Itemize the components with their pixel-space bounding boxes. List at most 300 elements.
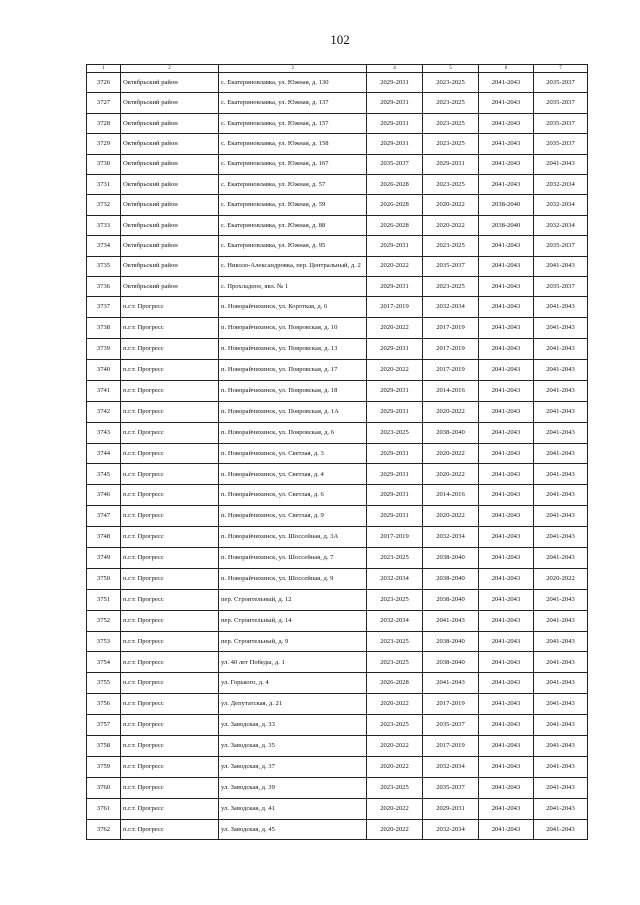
table-row <box>87 736 588 757</box>
address-cell: п. Новорайчихинск, ул. Пояровская, д. 13 <box>219 339 367 360</box>
period-cell: 2038-2040 <box>423 568 479 589</box>
period-cell: 2041-2043 <box>534 401 588 422</box>
period-cell: 2023-2025 <box>367 422 423 443</box>
period-cell: 2020-2022 <box>367 756 423 777</box>
period-cell: 2035-2037 <box>423 777 479 798</box>
row-number: 3745 <box>87 464 121 485</box>
period-cell: 2041-2043 <box>534 589 588 610</box>
table-row <box>87 547 588 568</box>
period-cell: 2041-2043 <box>534 610 588 631</box>
period-cell: 2041-2043 <box>534 547 588 568</box>
table-row <box>87 113 588 133</box>
address-cell: с. Екатериновлавка, ул. Южная, д. 57 <box>219 174 367 194</box>
period-cell: 2041-2043 <box>534 297 588 318</box>
address-cell: ул. Заводская, д. 45 <box>219 819 367 840</box>
period-cell: 2032-2034 <box>423 527 479 548</box>
table-row <box>87 443 588 464</box>
district-cell: п.г.т. Прогресс <box>121 610 219 631</box>
period-cell: 2041-2043 <box>479 694 534 715</box>
district-cell: Октябрьский район <box>121 154 219 174</box>
row-number: 3746 <box>87 485 121 506</box>
period-cell: 2041-2043 <box>479 631 534 652</box>
period-cell: 2041-2043 <box>479 715 534 736</box>
period-cell: 2029-2031 <box>367 380 423 401</box>
district-cell: Октябрьский район <box>121 73 219 93</box>
row-number: 3760 <box>87 777 121 798</box>
period-cell: 2041-2043 <box>479 673 534 694</box>
period-cell: 2041-2043 <box>479 798 534 819</box>
row-number: 3751 <box>87 589 121 610</box>
period-cell: 2017-2019 <box>423 736 479 757</box>
period-cell: 2041-2043 <box>479 297 534 318</box>
address-cell: ул. Заводская, д. 35 <box>219 736 367 757</box>
period-cell: 2041-2043 <box>534 256 588 276</box>
table-row <box>87 174 588 194</box>
table-row <box>87 568 588 589</box>
row-number: 3753 <box>87 631 121 652</box>
district-cell: п.г.т. Прогресс <box>121 631 219 652</box>
period-cell: 2038-2040 <box>423 652 479 673</box>
table-row <box>87 715 588 736</box>
table-row <box>87 652 588 673</box>
period-cell: 2032-2034 <box>367 610 423 631</box>
period-cell: 2041-2043 <box>479 401 534 422</box>
address-cell: ул. Заводская, д. 37 <box>219 756 367 777</box>
period-cell: 2041-2043 <box>423 610 479 631</box>
table-row <box>87 694 588 715</box>
column-header: 2 <box>121 65 219 73</box>
address-cell: п. Новорайчихинск, ул. Пояровская, д. 6 <box>219 422 367 443</box>
district-cell: п.г.т. Прогресс <box>121 422 219 443</box>
period-cell: 2020-2022 <box>534 568 588 589</box>
table-row <box>87 527 588 548</box>
period-cell: 2041-2043 <box>479 652 534 673</box>
row-number: 3738 <box>87 318 121 339</box>
period-cell: 2023-2025 <box>423 236 479 256</box>
table-body <box>87 73 588 840</box>
period-cell: 2020-2022 <box>367 318 423 339</box>
period-cell: 2035-2037 <box>423 715 479 736</box>
period-cell: 2041-2043 <box>534 359 588 380</box>
district-cell: п.г.т. Прогресс <box>121 756 219 777</box>
district-cell: п.г.т. Прогресс <box>121 736 219 757</box>
address-cell: с. Екатериновлавка, ул. Южная, д. 157 <box>219 113 367 133</box>
period-cell: 2041-2043 <box>534 673 588 694</box>
period-cell: 2041-2043 <box>479 359 534 380</box>
row-number: 3735 <box>87 256 121 276</box>
period-cell: 2029-2031 <box>367 485 423 506</box>
table-row <box>87 215 588 235</box>
row-number: 3729 <box>87 134 121 154</box>
housing-register-table <box>86 64 588 840</box>
period-cell: 2038-2040 <box>479 195 534 215</box>
period-cell: 2023-2025 <box>423 113 479 133</box>
period-cell: 2035-2037 <box>367 154 423 174</box>
row-number: 3733 <box>87 215 121 235</box>
district-cell: п.г.т. Прогресс <box>121 359 219 380</box>
period-cell: 2035-2037 <box>534 93 588 113</box>
address-cell: с. Екатериновлавка, ул. Южная, д. 137 <box>219 93 367 113</box>
row-number: 3739 <box>87 339 121 360</box>
address-cell: с. Екатериновлавка, ул. Южная, д. 95 <box>219 236 367 256</box>
address-cell: пер. Строительный, д. 12 <box>219 589 367 610</box>
row-number: 3748 <box>87 527 121 548</box>
district-cell: Октябрьский район <box>121 236 219 256</box>
period-cell: 2029-2031 <box>367 506 423 527</box>
row-number: 3756 <box>87 694 121 715</box>
column-header: 3 <box>219 65 367 73</box>
address-cell: ул. Заводская, д. 41 <box>219 798 367 819</box>
period-cell: 2041-2043 <box>479 93 534 113</box>
row-number: 3752 <box>87 610 121 631</box>
district-cell: п.г.т. Прогресс <box>121 297 219 318</box>
address-cell: п. Новорайчихинск, ул. Пояровская, д. 18 <box>219 380 367 401</box>
period-cell: 2017-2019 <box>423 318 479 339</box>
period-cell: 2041-2043 <box>479 527 534 548</box>
period-cell: 2035-2037 <box>534 236 588 256</box>
period-cell: 2038-2040 <box>423 589 479 610</box>
period-cell: 2041-2043 <box>479 506 534 527</box>
district-cell: п.г.т. Прогресс <box>121 673 219 694</box>
table-row <box>87 506 588 527</box>
period-cell: 2041-2043 <box>534 506 588 527</box>
period-cell: 2029-2031 <box>367 93 423 113</box>
period-cell: 2029-2031 <box>367 401 423 422</box>
table-row <box>87 276 588 296</box>
address-cell: п. Новорайчихинск, ул. Шоссейная, д. 9 <box>219 568 367 589</box>
period-cell: 2041-2043 <box>479 154 534 174</box>
period-cell: 2029-2031 <box>367 236 423 256</box>
row-number: 3743 <box>87 422 121 443</box>
district-cell: п.г.т. Прогресс <box>121 527 219 548</box>
period-cell: 2041-2043 <box>534 715 588 736</box>
address-cell: п. Новорайчихинск, ул. Шоссейная, д. 7 <box>219 547 367 568</box>
row-number: 3759 <box>87 756 121 777</box>
district-cell: Октябрьский район <box>121 93 219 113</box>
row-number: 3728 <box>87 113 121 133</box>
table-row <box>87 73 588 93</box>
district-cell: п.г.т. Прогресс <box>121 464 219 485</box>
period-cell: 2023-2025 <box>423 276 479 296</box>
row-number: 3740 <box>87 359 121 380</box>
period-cell: 2035-2037 <box>534 276 588 296</box>
row-number: 3742 <box>87 401 121 422</box>
period-cell: 2038-2040 <box>479 215 534 235</box>
period-cell: 2041-2043 <box>534 819 588 840</box>
address-cell: п. Новорайчихинск, ул. Шоссейная, д. 3А <box>219 527 367 548</box>
address-cell: с. Екатериновлавка, ул. Южная, д. 130 <box>219 73 367 93</box>
period-cell: 2041-2043 <box>423 673 479 694</box>
period-cell: 2029-2031 <box>367 73 423 93</box>
address-cell: п. Новорайчихинск, ул. Светлая, д. 9 <box>219 506 367 527</box>
period-cell: 2017-2019 <box>367 527 423 548</box>
row-number: 3758 <box>87 736 121 757</box>
period-cell: 2041-2043 <box>479 589 534 610</box>
period-cell: 2029-2031 <box>367 443 423 464</box>
address-cell: с. Екатериновлавка, ул. Южная, д. 59 <box>219 195 367 215</box>
district-cell: Октябрьский район <box>121 215 219 235</box>
row-number: 3741 <box>87 380 121 401</box>
period-cell: 2035-2037 <box>534 134 588 154</box>
district-cell: Октябрьский район <box>121 256 219 276</box>
period-cell: 2023-2025 <box>367 652 423 673</box>
address-cell: пер. Строительный, д. 14 <box>219 610 367 631</box>
period-cell: 2041-2043 <box>534 464 588 485</box>
period-cell: 2041-2043 <box>534 339 588 360</box>
period-cell: 2041-2043 <box>534 485 588 506</box>
column-header: 6 <box>479 65 534 73</box>
table-row <box>87 422 588 443</box>
period-cell: 2041-2043 <box>534 798 588 819</box>
district-cell: Октябрьский район <box>121 113 219 133</box>
district-cell: Октябрьский район <box>121 276 219 296</box>
address-cell: ул. Горького, д. 4 <box>219 673 367 694</box>
address-cell: п. Новорайчихинск, ул. Пояровская, д. 17 <box>219 359 367 380</box>
table-row <box>87 401 588 422</box>
period-cell: 2041-2043 <box>479 568 534 589</box>
period-cell: 2023-2025 <box>423 93 479 113</box>
period-cell: 2020-2022 <box>423 215 479 235</box>
period-cell: 2038-2040 <box>423 631 479 652</box>
address-cell: ул. Депутатская, д. 21 <box>219 694 367 715</box>
period-cell: 2017-2019 <box>423 359 479 380</box>
address-cell: ул. Заводская, д. 39 <box>219 777 367 798</box>
period-cell: 2032-2034 <box>534 215 588 235</box>
address-cell: с. Николо-Александровка, пер. Центральный, д. 2 <box>219 256 367 276</box>
row-number: 3749 <box>87 547 121 568</box>
period-cell: 2041-2043 <box>479 777 534 798</box>
period-cell: 2020-2022 <box>423 443 479 464</box>
table-row <box>87 134 588 154</box>
period-cell: 2020-2022 <box>423 401 479 422</box>
table-row <box>87 154 588 174</box>
period-cell: 2041-2043 <box>479 422 534 443</box>
period-cell: 2020-2022 <box>367 359 423 380</box>
table-row <box>87 819 588 840</box>
period-cell: 2038-2040 <box>423 422 479 443</box>
period-cell: 2041-2043 <box>479 610 534 631</box>
district-cell: п.г.т. Прогресс <box>121 652 219 673</box>
district-cell: п.г.т. Прогресс <box>121 819 219 840</box>
row-number: 3732 <box>87 195 121 215</box>
period-cell: 2020-2022 <box>367 256 423 276</box>
period-cell: 2041-2043 <box>479 174 534 194</box>
period-cell: 2023-2025 <box>367 589 423 610</box>
period-cell: 2029-2031 <box>423 798 479 819</box>
address-cell: с. Екатериновлавка, ул. Южная, д. 158 <box>219 134 367 154</box>
period-cell: 2041-2043 <box>479 819 534 840</box>
period-cell: 2020-2022 <box>367 736 423 757</box>
row-number: 3736 <box>87 276 121 296</box>
period-cell: 2041-2043 <box>479 464 534 485</box>
period-cell: 2041-2043 <box>534 631 588 652</box>
period-cell: 2041-2043 <box>534 443 588 464</box>
table-row <box>87 631 588 652</box>
column-header: 4 <box>367 65 423 73</box>
address-cell: с. Екатериновлавка, ул. Южная, д. 88 <box>219 215 367 235</box>
address-cell: п. Новорайчихинск, ул. Пояровская, д. 1А <box>219 401 367 422</box>
address-cell: пер. Строительный, д. 9 <box>219 631 367 652</box>
table-row <box>87 297 588 318</box>
period-cell: 2017-2019 <box>367 297 423 318</box>
district-cell: п.г.т. Прогресс <box>121 694 219 715</box>
table-row <box>87 339 588 360</box>
period-cell: 2026-2028 <box>367 174 423 194</box>
district-cell: п.г.т. Прогресс <box>121 589 219 610</box>
period-cell: 2041-2043 <box>479 339 534 360</box>
address-cell: ул. 40 лет Победы, д. 1 <box>219 652 367 673</box>
district-cell: п.г.т. Прогресс <box>121 777 219 798</box>
table-row <box>87 380 588 401</box>
district-cell: п.г.т. Прогресс <box>121 485 219 506</box>
district-cell: п.г.т. Прогресс <box>121 715 219 736</box>
period-cell: 2041-2043 <box>479 73 534 93</box>
period-cell: 2041-2043 <box>479 318 534 339</box>
period-cell: 2041-2043 <box>534 777 588 798</box>
period-cell: 2041-2043 <box>479 134 534 154</box>
period-cell: 2041-2043 <box>479 276 534 296</box>
period-cell: 2041-2043 <box>534 422 588 443</box>
address-cell: п. Новорайчихинск, ул. Светлая, д. 3 <box>219 443 367 464</box>
period-cell: 2020-2022 <box>423 195 479 215</box>
address-cell: п. Новорайчихинск, ул. Пояровская, д. 10 <box>219 318 367 339</box>
district-cell: Октябрьский район <box>121 134 219 154</box>
table-row <box>87 359 588 380</box>
table-row <box>87 236 588 256</box>
period-cell: 2023-2025 <box>367 547 423 568</box>
period-cell: 2032-2034 <box>423 819 479 840</box>
table-row <box>87 195 588 215</box>
address-cell: ул. Заводская, д. 33 <box>219 715 367 736</box>
column-header: 1 <box>87 65 121 73</box>
period-cell: 2035-2037 <box>423 256 479 276</box>
row-number: 3726 <box>87 73 121 93</box>
address-cell: п. Новорайчихинск, ул. Светлая, д. 6 <box>219 485 367 506</box>
row-number: 3755 <box>87 673 121 694</box>
district-cell: п.г.т. Прогресс <box>121 443 219 464</box>
district-cell: п.г.т. Прогресс <box>121 339 219 360</box>
period-cell: 2041-2043 <box>479 256 534 276</box>
period-cell: 2032-2034 <box>534 174 588 194</box>
period-cell: 2029-2031 <box>367 464 423 485</box>
period-cell: 2041-2043 <box>479 485 534 506</box>
period-cell: 2041-2043 <box>479 756 534 777</box>
period-cell: 2035-2037 <box>534 113 588 133</box>
period-cell: 2023-2025 <box>423 134 479 154</box>
period-cell: 2029-2031 <box>423 154 479 174</box>
period-cell: 2020-2022 <box>423 506 479 527</box>
period-cell: 2023-2025 <box>367 715 423 736</box>
district-cell: п.г.т. Прогресс <box>121 506 219 527</box>
row-number: 3761 <box>87 798 121 819</box>
period-cell: 2041-2043 <box>534 736 588 757</box>
table-row <box>87 673 588 694</box>
row-number: 3762 <box>87 819 121 840</box>
row-number: 3750 <box>87 568 121 589</box>
table-row <box>87 93 588 113</box>
period-cell: 2020-2022 <box>367 798 423 819</box>
table-row <box>87 798 588 819</box>
address-cell: п. Новорайчихинск, ул. Короткая, д. 6 <box>219 297 367 318</box>
period-cell: 2041-2043 <box>534 694 588 715</box>
district-cell: Октябрьский район <box>121 174 219 194</box>
table-row <box>87 756 588 777</box>
period-cell: 2038-2040 <box>423 547 479 568</box>
row-number: 3744 <box>87 443 121 464</box>
page-number: 102 <box>330 32 350 47</box>
table-row <box>87 610 588 631</box>
district-cell: Октябрьский район <box>121 195 219 215</box>
period-cell: 2041-2043 <box>534 527 588 548</box>
period-cell: 2032-2034 <box>423 756 479 777</box>
period-cell: 2020-2022 <box>367 694 423 715</box>
period-cell: 2041-2043 <box>534 380 588 401</box>
row-number: 3754 <box>87 652 121 673</box>
row-number: 3757 <box>87 715 121 736</box>
period-cell: 2041-2043 <box>479 113 534 133</box>
district-cell: п.г.т. Прогресс <box>121 547 219 568</box>
table-row <box>87 256 588 276</box>
column-number-row <box>87 65 588 73</box>
address-cell: п. Новорайчихинск, ул. Светлая, д. 4 <box>219 464 367 485</box>
period-cell: 2017-2019 <box>423 694 479 715</box>
period-cell: 2032-2034 <box>423 297 479 318</box>
row-number: 3730 <box>87 154 121 174</box>
table-row <box>87 485 588 506</box>
table-row <box>87 318 588 339</box>
period-cell: 2026-2028 <box>367 215 423 235</box>
period-cell: 2035-2037 <box>534 73 588 93</box>
address-cell: с. Прохладное, явл. № 1 <box>219 276 367 296</box>
district-cell: п.г.т. Прогресс <box>121 401 219 422</box>
district-cell: п.г.т. Прогресс <box>121 318 219 339</box>
row-number: 3727 <box>87 93 121 113</box>
period-cell: 2020-2022 <box>367 819 423 840</box>
column-header: 7 <box>534 65 588 73</box>
district-cell: п.г.т. Прогресс <box>121 568 219 589</box>
period-cell: 2041-2043 <box>534 652 588 673</box>
period-cell: 2041-2043 <box>479 547 534 568</box>
district-cell: п.г.т. Прогресс <box>121 798 219 819</box>
period-cell: 2023-2025 <box>367 631 423 652</box>
row-number: 3747 <box>87 506 121 527</box>
period-cell: 2041-2043 <box>479 736 534 757</box>
column-header: 5 <box>423 65 479 73</box>
table-row <box>87 777 588 798</box>
period-cell: 2023-2025 <box>367 777 423 798</box>
period-cell: 2029-2031 <box>367 134 423 154</box>
period-cell: 2014-2016 <box>423 485 479 506</box>
period-cell: 2041-2043 <box>479 443 534 464</box>
table-row <box>87 464 588 485</box>
row-number: 3731 <box>87 174 121 194</box>
period-cell: 2032-2034 <box>534 195 588 215</box>
period-cell: 2041-2043 <box>534 318 588 339</box>
row-number: 3734 <box>87 236 121 256</box>
table-row <box>87 589 588 610</box>
period-cell: 2026-2028 <box>367 195 423 215</box>
period-cell: 2029-2031 <box>367 113 423 133</box>
period-cell: 2026-2028 <box>367 673 423 694</box>
period-cell: 2020-2022 <box>423 464 479 485</box>
period-cell: 2041-2043 <box>479 380 534 401</box>
row-number: 3737 <box>87 297 121 318</box>
address-cell: с. Екатериновлавка, ул. Южная, д. 167 <box>219 154 367 174</box>
period-cell: 2041-2043 <box>534 756 588 777</box>
period-cell: 2023-2025 <box>423 73 479 93</box>
period-cell: 2041-2043 <box>479 236 534 256</box>
period-cell: 2017-2019 <box>423 339 479 360</box>
